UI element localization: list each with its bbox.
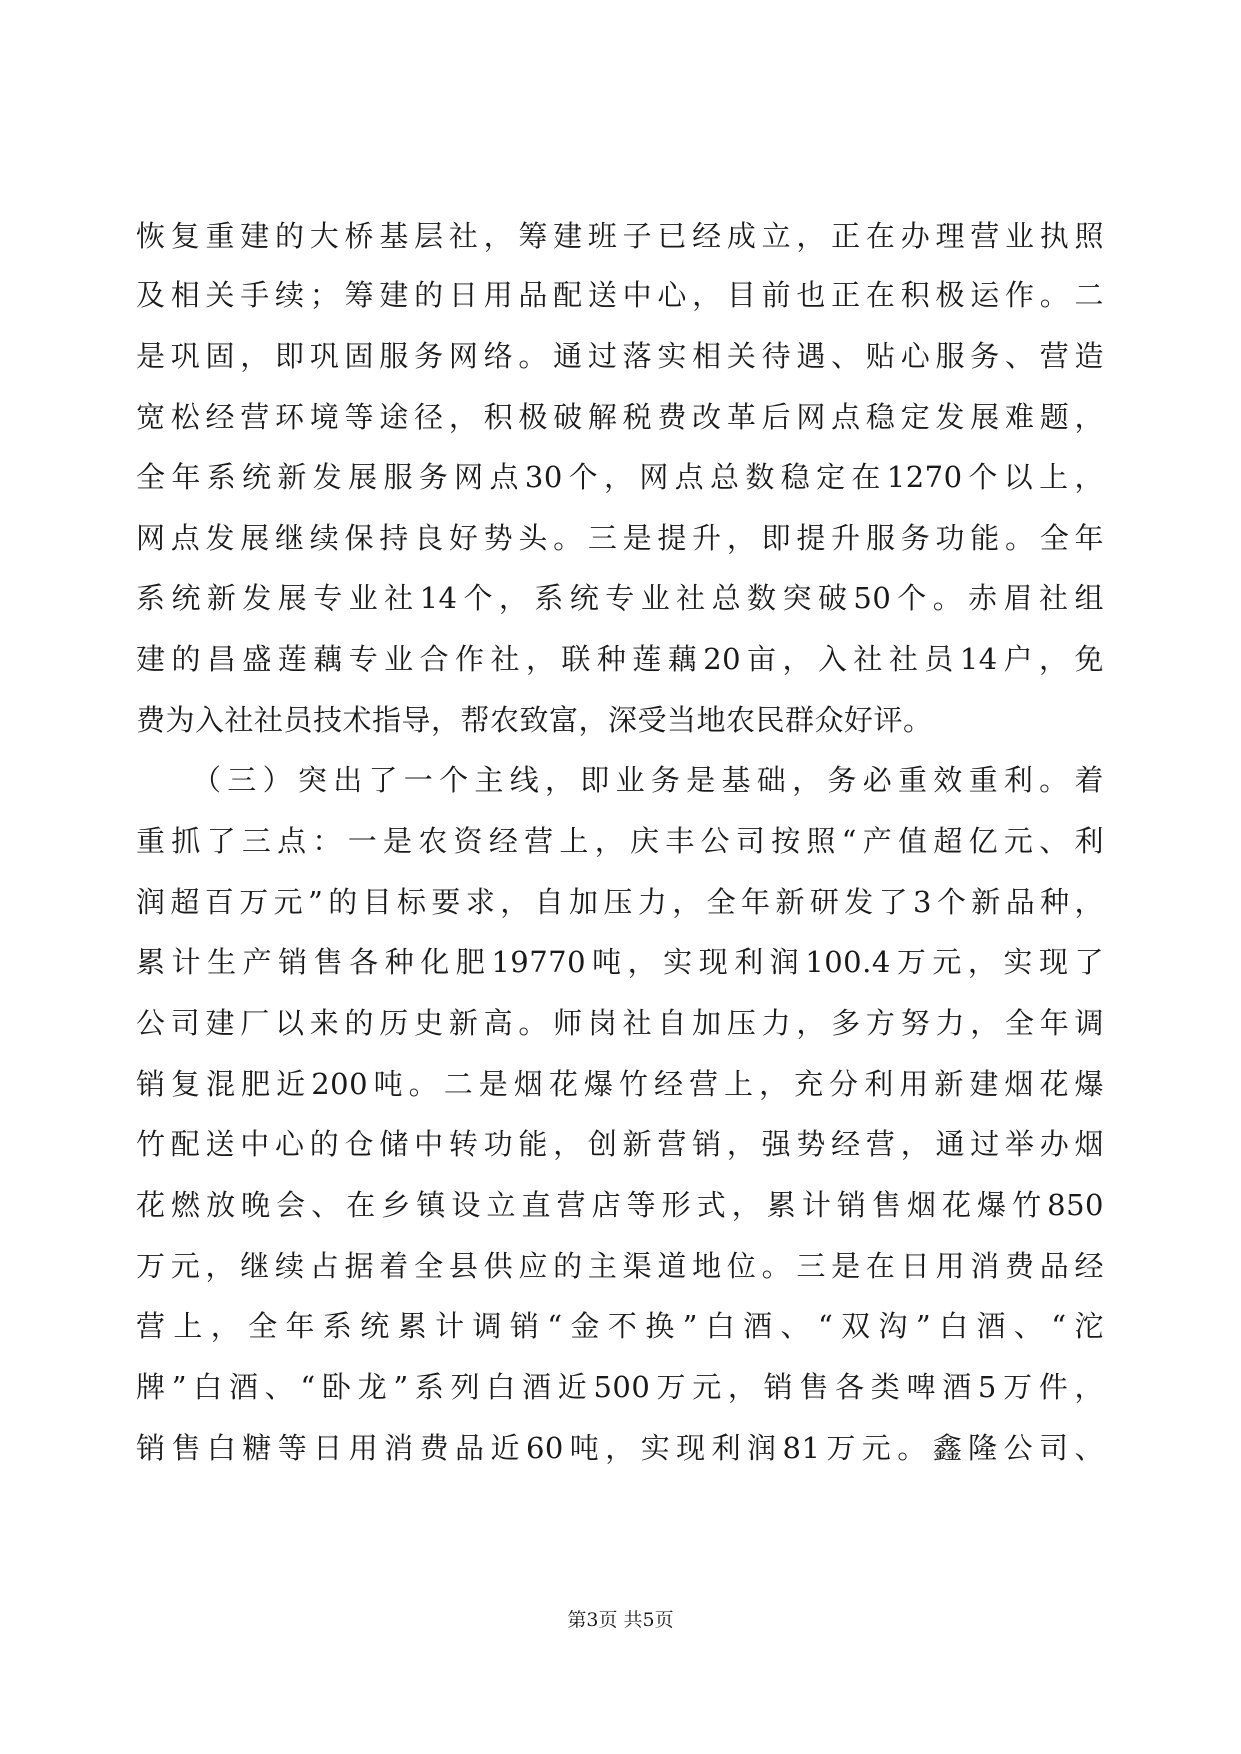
text-line: 是巩固，即巩固服务网络。通过落实相关待遇、贴心服务、营造 — [136, 339, 1104, 373]
text-line: 万元，继续占据着全县供应的主渠道地位。三是在日用消费品经 — [136, 1249, 1104, 1283]
text-line: 建的昌盛莲藕专业合作社，联种莲藕20亩，入社社员14户，免 — [136, 642, 1104, 676]
text-line: 公司建厂以来的历史新高。师岗社自加压力，多方努力，全年调 — [136, 1006, 1104, 1040]
page-number-footer: 第3页 共5页 — [567, 1609, 674, 1631]
text-line: 销售白糖等日用消费品近60吨，实现利润81万元。鑫隆公司、 — [136, 1431, 1104, 1465]
text-line: 竹配送中心的仓储中转功能，创新营销，强势经营，通过举办烟 — [136, 1127, 1104, 1161]
text-line: 网点发展继续保持良好势头。三是提升，即提升服务功能。全年 — [136, 521, 1104, 555]
paragraph-first-line: （三）突出了一个主线，即业务是基础，务必重效重利。着 — [192, 763, 1104, 797]
text-line: 全年系统新发展服务网点30个，网点总数稳定在1270个以上， — [136, 460, 1104, 494]
text-line: 销复混肥近200吨。二是烟花爆竹经营上，充分利用新建烟花爆 — [136, 1067, 1104, 1101]
text-line: 花燃放晚会、在乡镇设立直营店等形式，累计销售烟花爆竹850 — [136, 1188, 1104, 1222]
text-line: 累计生产销售各种化肥19770吨，实现利润100.4万元，实现了 — [136, 945, 1104, 979]
text-line: 牌”白酒、“卧龙”系列白酒近500万元，销售各类啤酒5万件， — [136, 1370, 1104, 1404]
text-line: 费为入社社员技术指导，帮农致富，深受当地农民群众好评。 — [136, 703, 933, 737]
text-line: 宽松经营环境等途径，积极破解税费改革后网点稳定发展难题， — [136, 400, 1104, 434]
text-line: 系统新发展专业社14个，系统专业社总数突破50个。赤眉社组 — [136, 581, 1104, 615]
text-line: 及相关手续；筹建的日用品配送中心，目前也正在积极运作。二 — [136, 278, 1104, 312]
text-line: 营上，全年系统累计调销“金不换”白酒、“双沟”白酒、“沱 — [136, 1309, 1104, 1343]
text-line: 恢复重建的大桥基层社，筹建班子已经成立，正在办理营业执照 — [136, 219, 1104, 253]
text-line: 重抓了三点：一是农资经营上，庆丰公司按照“产值超亿元、利 — [136, 824, 1104, 858]
text-line: 润超百万元”的目标要求，自加压力，全年新研发了3个新品种， — [136, 885, 1104, 919]
